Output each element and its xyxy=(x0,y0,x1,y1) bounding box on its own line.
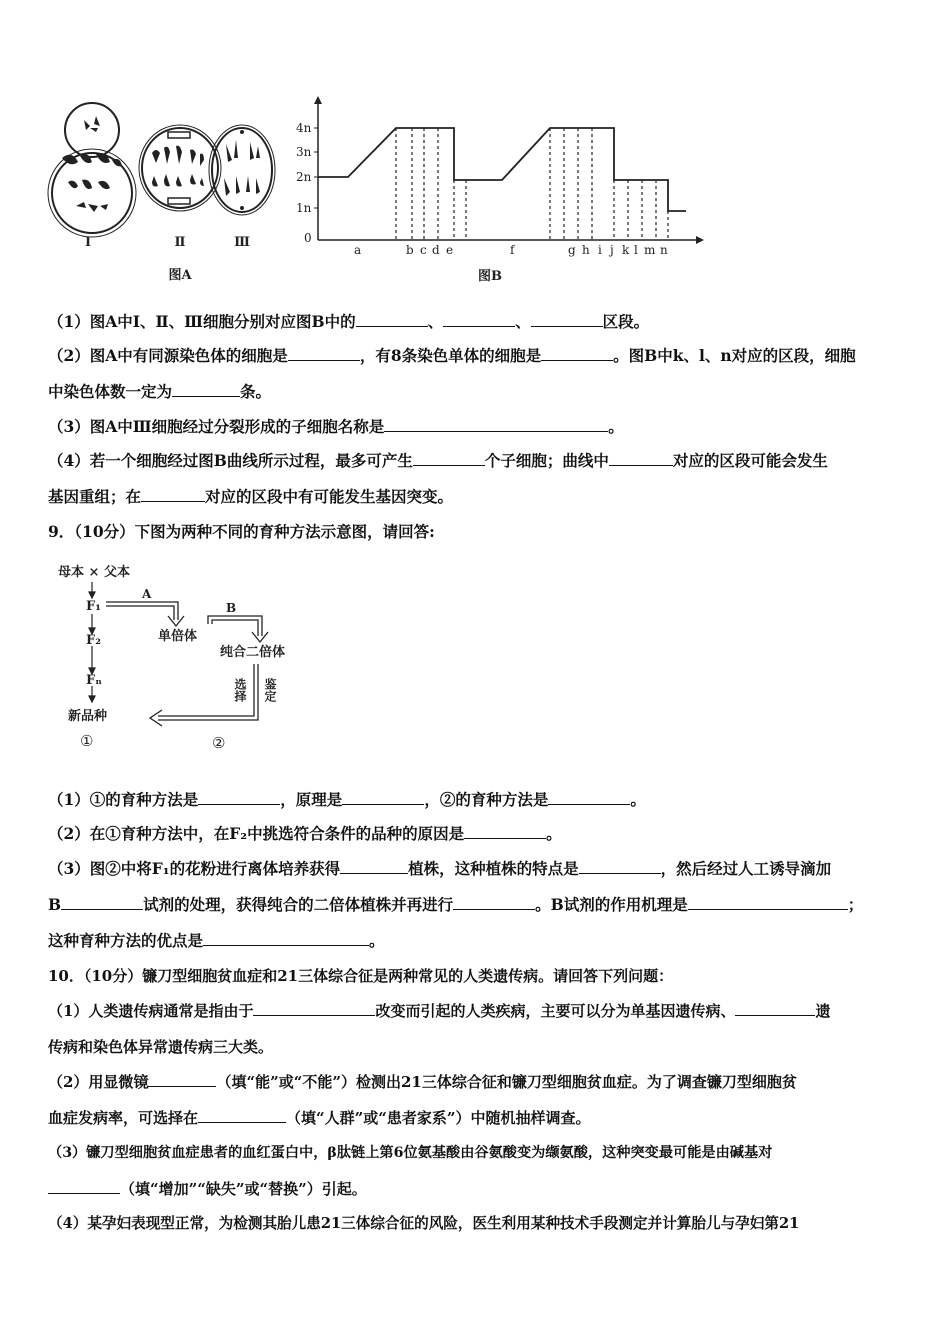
q9-part3: （3）图②中将F₁的花粉进行离体培养获得 植株，这种植株的特点是 ，然后经过人工诱导滴加 xyxy=(48,859,832,878)
identify-label: 鉴定 xyxy=(263,678,277,702)
q10-part1-cont: 传病和染色体异常遗传病三大类。 xyxy=(48,1038,274,1056)
x-label-b: b xyxy=(406,243,414,257)
cell-ii-label: Ⅱ xyxy=(174,235,186,250)
figure-a xyxy=(40,98,290,288)
answer-blank[interactable] xyxy=(342,790,424,805)
q10-part2-cont: 血症发病率，可选择在 （填“人群”或“患者家系”）中随机抽样调查。 xyxy=(48,1109,591,1127)
x-label-m: m xyxy=(644,243,656,257)
breeding-diagram xyxy=(50,560,310,756)
y-tick-2n: 2n xyxy=(296,170,312,184)
q9-part1: （1）①的育种方法是 ，原理是 ，②的育种方法是 。 xyxy=(48,790,646,809)
new-variety-label: 新品种 xyxy=(68,709,108,724)
q10-heading: 10．（10分）镰刀型细胞贫血症和21三体综合征是两种常见的人类遗传病。请回答下列问题： xyxy=(48,967,674,985)
f2-label: F₂ xyxy=(86,633,101,648)
x-label-l: l xyxy=(634,243,638,257)
answer-blank[interactable] xyxy=(688,895,848,910)
answer-blank[interactable] xyxy=(48,1179,120,1194)
answer-blank[interactable] xyxy=(453,895,535,910)
x-label-f: f xyxy=(510,243,515,257)
y-tick-3n: 3n xyxy=(296,145,312,159)
fn-label: Fₙ xyxy=(86,673,102,688)
answer-blank[interactable] xyxy=(253,1001,375,1016)
y-tick-1n: 1n xyxy=(296,201,312,215)
q10-part2: （2）用显微镜 （填“能”或“不能”）检测出21三体综合征和镰刀型细胞贫血症。为了调查镰刀型细胞贫 xyxy=(48,1073,797,1091)
x-label-a: a xyxy=(354,243,362,257)
select-label: 选择 xyxy=(233,678,247,702)
x-label-g: g xyxy=(568,243,576,257)
answer-blank[interactable] xyxy=(198,1108,286,1123)
cell-i xyxy=(48,103,136,237)
answer-blank[interactable] xyxy=(203,931,369,946)
f1-label: F₁ xyxy=(86,599,101,614)
q8-part1: （1）图A中Ⅰ、Ⅱ、Ⅲ细胞分别对应图B中的 、 、 区段。 xyxy=(48,312,650,331)
answer-blank[interactable] xyxy=(464,824,546,839)
x-label-j: j xyxy=(610,243,614,257)
q9-heading: 9．（10分）下图为两种不同的育种方法示意图，请回答: xyxy=(48,522,435,541)
q8-part2-cont: 中染色体数一定为 条。 xyxy=(48,382,272,401)
answer-blank[interactable] xyxy=(356,312,428,327)
y-tick-4n: 4n xyxy=(296,121,312,135)
answer-blank[interactable] xyxy=(541,346,613,361)
answer-blank[interactable] xyxy=(735,1001,815,1016)
x-label-d: d xyxy=(432,243,440,257)
answer-blank[interactable] xyxy=(141,487,205,502)
q10-part1: （1）人类遗传病通常是指由于 改变而引起的人类疾病，主要可以分为单基因遗传病、 遗 xyxy=(48,1002,831,1020)
q10-part3: （3）镰刀型细胞贫血症患者的血红蛋白中，β肽链上第6位氨基酸由谷氨酸变为缬氨酸，这种突变最可能是由碱基对 xyxy=(48,1145,773,1161)
answer-blank[interactable] xyxy=(384,417,608,432)
figure-b-caption: 图B xyxy=(478,269,502,284)
answer-blank[interactable] xyxy=(609,451,673,466)
q9-part3-cont: B 试剂的处理，获得纯合的二倍体植株并再进行 。B试剂的作用机理是 ； xyxy=(48,895,864,914)
pure-diploid-label: 纯合二倍体 xyxy=(220,645,286,660)
haploid-label: 单倍体 xyxy=(158,629,198,644)
answer-blank[interactable] xyxy=(443,312,515,327)
q8-part3: （3）图A中Ⅲ细胞经过分裂形成的子细胞名称是 。 xyxy=(48,417,624,436)
x-label-e: e xyxy=(446,243,454,257)
method-2-marker: ② xyxy=(212,734,226,752)
x-label-n: n xyxy=(660,243,668,257)
answer-blank[interactable] xyxy=(61,895,143,910)
answer-blank[interactable] xyxy=(340,859,408,874)
q9-part2: （2）在①育种方法中，在F₂中挑选符合条件的品种的原因是 。 xyxy=(48,824,562,843)
arrow-a-label: A xyxy=(142,587,152,601)
answer-blank[interactable] xyxy=(148,1072,216,1087)
x-label-i: i xyxy=(598,243,602,257)
method-1-marker: ① xyxy=(80,732,94,750)
q10-part3-cont: （填“增加”“缺失”或“替换”）引起。 xyxy=(48,1179,908,1199)
answer-blank[interactable] xyxy=(413,451,485,466)
answer-blank[interactable] xyxy=(172,382,240,397)
parents-label: 母本 × 父本 xyxy=(58,565,130,580)
q9-part3-cont2: 这种育种方法的优点是 。 xyxy=(48,931,385,950)
cell-iii-label: Ⅲ xyxy=(234,235,250,250)
x-label-c: c xyxy=(420,243,427,257)
chromosome-curve xyxy=(318,128,686,211)
q8-part2: （2）图A中有同源染色体的细胞是 ，有8条染色单体的细胞是 。图B中k、l、n对应的区段，细胞 xyxy=(48,346,856,365)
arrow-b-label: B xyxy=(226,601,237,615)
answer-blank[interactable] xyxy=(288,346,360,361)
answer-blank[interactable] xyxy=(198,790,280,805)
x-label-h: h xyxy=(582,243,590,257)
cell-i-label: Ⅰ xyxy=(84,235,92,250)
answer-blank[interactable] xyxy=(579,859,661,874)
q10-part4: （4）某孕妇表现型正常，为检测其胎儿患21三体综合征的风险，医生利用某种技术手段测定并计算胎儿与孕妇第21 xyxy=(48,1215,800,1232)
q8-part4-cont: 基因重组；在 对应的区段中有可能发生基因突变。 xyxy=(48,487,454,506)
answer-blank[interactable] xyxy=(548,790,630,805)
figure-a-caption: 图A xyxy=(168,268,192,283)
figure-b xyxy=(292,96,712,290)
q8-part4: （4）若一个细胞经过图B曲线所示过程，最多可产生 个子细胞；曲线中 对应的区段可能会发生 xyxy=(48,451,828,470)
x-label-k: k xyxy=(622,243,630,257)
answer-blank[interactable] xyxy=(531,312,603,327)
y-tick-0: 0 xyxy=(304,231,312,245)
